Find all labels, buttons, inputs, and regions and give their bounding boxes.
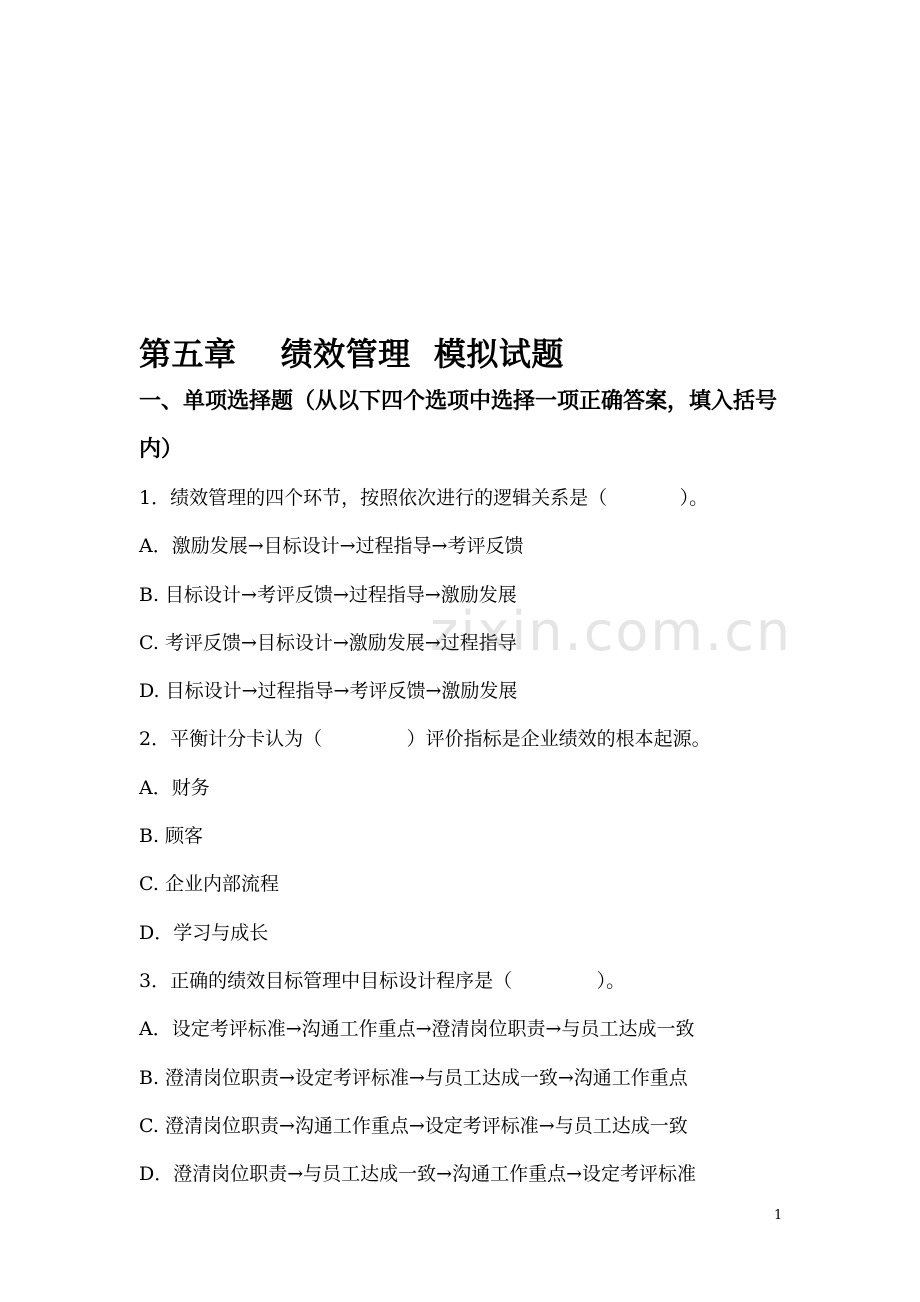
option-b: B. 澄清岗位职责→设定考评标准→与员工达成一致→沟通工作重点 — [139, 1066, 688, 1089]
page-title: 第五章 绩效管理 模拟试题 — [139, 335, 564, 373]
document-content — [139, 330, 789, 1198]
watermark: zixin.com.cn — [430, 600, 793, 663]
section-heading: 一、单项选择题（从以下四个选项中选择一项正确答案，填入括号内） — [139, 389, 778, 462]
question-1 — [139, 474, 789, 715]
option-c: C. 企业内部流程 — [139, 873, 279, 896]
question-list — [139, 474, 789, 1198]
option-d: D．澄清岗位职责→与员工达成一致→沟通工作重点→设定考评标准 — [139, 1163, 696, 1186]
page-number: 1 — [774, 1208, 783, 1223]
option-b: B. 目标设计→考评反馈→过程指导→激励发展 — [139, 583, 517, 606]
question-stem: 2．平衡计分卡认为（ ）评价指标是企业绩效的根本起源。 — [139, 728, 711, 751]
question-stem: 3．正确的绩效目标管理中目标设计程序是（ ）。 — [139, 969, 626, 992]
option-c: C. 澄清岗位职责→沟通工作重点→设定考评标准→与员工达成一致 — [139, 1114, 688, 1137]
option-a: A．设定考评标准→沟通工作重点→澄清岗位职责→与员工达成一致 — [139, 1018, 695, 1041]
option-d: D．学习与成长 — [139, 921, 269, 944]
option-a: A．财务 — [139, 776, 210, 799]
option-b: B. 顾客 — [139, 825, 204, 848]
question-2 — [139, 715, 789, 956]
question-3 — [139, 957, 789, 1198]
option-a: A．激励发展→目标设计→过程指导→考评反馈 — [139, 535, 524, 558]
option-d: D. 目标设计→过程指导→考评反馈→激励发展 — [139, 680, 518, 703]
option-c: C. 考评反馈→目标设计→激励发展→过程指导 — [139, 631, 517, 654]
question-stem: 1．绩效管理的四个环节，按照依次进行的逻辑关系是（ ）。 — [139, 487, 709, 509]
